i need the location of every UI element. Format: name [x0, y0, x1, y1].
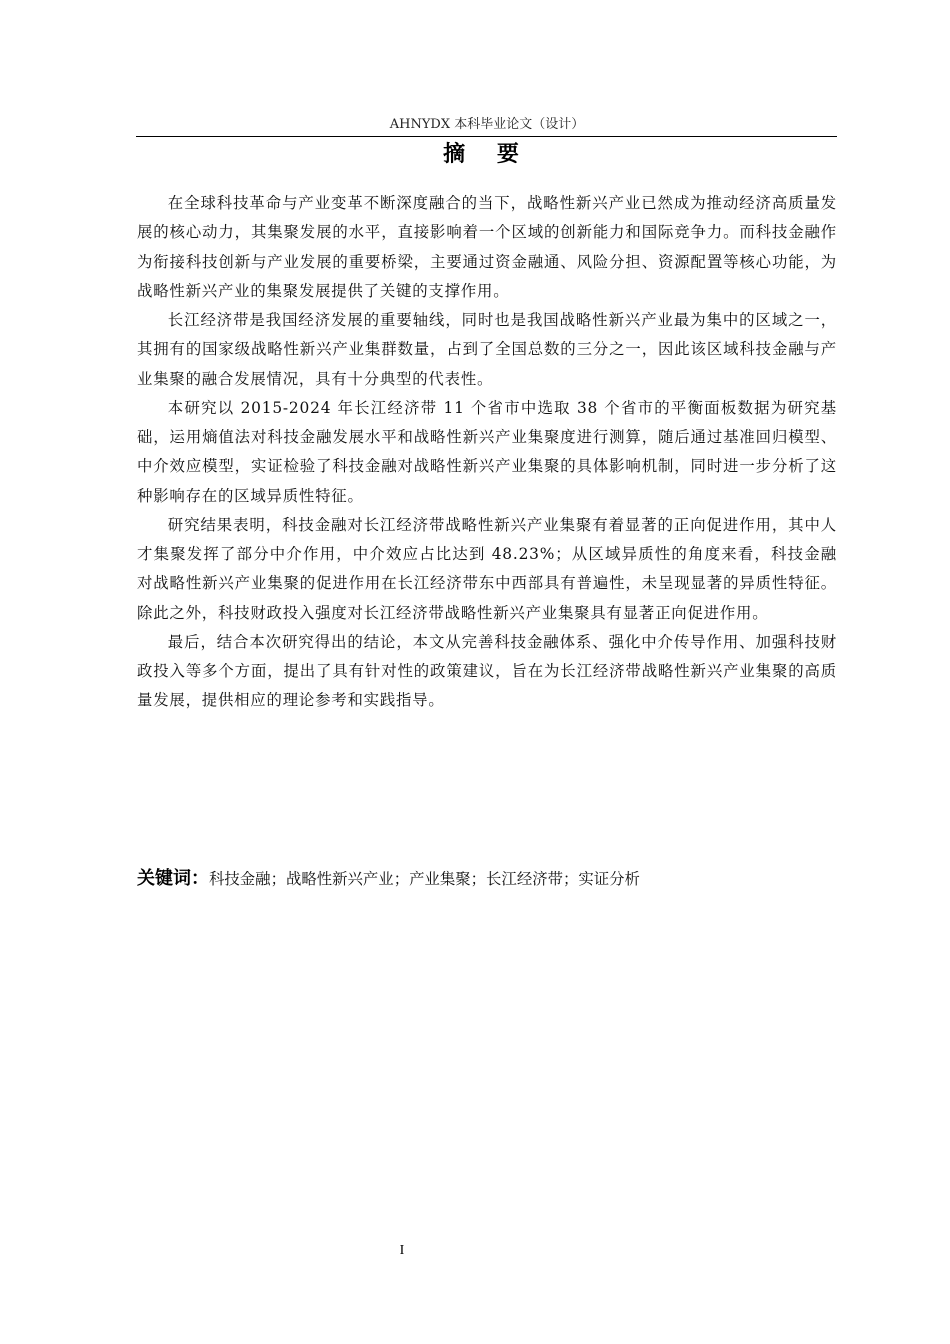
abstract-title: 摘 要	[443, 142, 531, 167]
page-header-title: AHNYDX 本科毕业论文（设计）	[389, 117, 585, 132]
header-divider	[136, 136, 837, 137]
page-number: I	[399, 1243, 405, 1258]
keywords-line	[137, 864, 837, 894]
keywords-label: 关键词：	[137, 868, 209, 889]
abstract-paragraph: 在全球科技革命与产业变革不断深度融合的当下，战略性新兴产业已然成为推动经济高质量发展的核心动力，其集聚发展的水平，直接影响着一个区域的创新能力和国际竞争力。而科技金融作为衔接科技创新与产业发展的重要桥梁，主要通过资金融通、风险分担、资源配置等核心功能，为战略性新兴产业的集聚发展提供了关键的支撑作用。	[137, 194, 837, 300]
abstract-paragraph: 本研究以 2015-2024 年长江经济带 11 个省市中选取 38 个省市的平衡面板数据为研究基础，运用熵值法对科技金融发展水平和战略性新兴产业集聚度进行测算，随后通过基准回归模型、中介效应模型，实证检验了科技金融对战略性新兴产业集聚的具体影响机制，同时进一步分析了这种影响存在的区域异质性特征。	[137, 398, 837, 505]
abstract-paragraph: 最后，结合本次研究得出的结论，本文从完善科技金融体系、强化中介传导作用、加强科技财政投入等多个方面，提出了具有针对性的政策建议，旨在为长江经济带战略性新兴产业集聚的高质量发展，提供相应的理论参考和实践指导。	[137, 632, 837, 710]
abstract-body	[137, 189, 837, 716]
abstract-paragraph: 研究结果表明，科技金融对长江经济带战略性新兴产业集聚有着显著的正向促进作用，其中人才集聚发挥了部分中介作用，中介效应占比达到 48.23%；从区域异质性的角度来看，科技金融对战略性新兴产业集聚的促进作用在长江经济带东中西部具有普遍性，未呈现显著的异质性特征。除此之外，科技财政投入强度对长江经济带战略性新兴产业集聚具有显著正向促进作用。	[137, 515, 837, 622]
abstract-paragraph: 长江经济带是我国经济发展的重要轴线，同时也是我国战略性新兴产业最为集中的区域之一，其拥有的国家级战略性新兴产业集群数量，占到了全国总数的三分之一，因此该区域科技金融与产业集聚的融合发展情况，具有十分典型的代表性。	[137, 311, 837, 388]
keywords-text: 科技金融；战略性新兴产业；产业集聚；长江经济带；实证分析	[209, 870, 640, 888]
